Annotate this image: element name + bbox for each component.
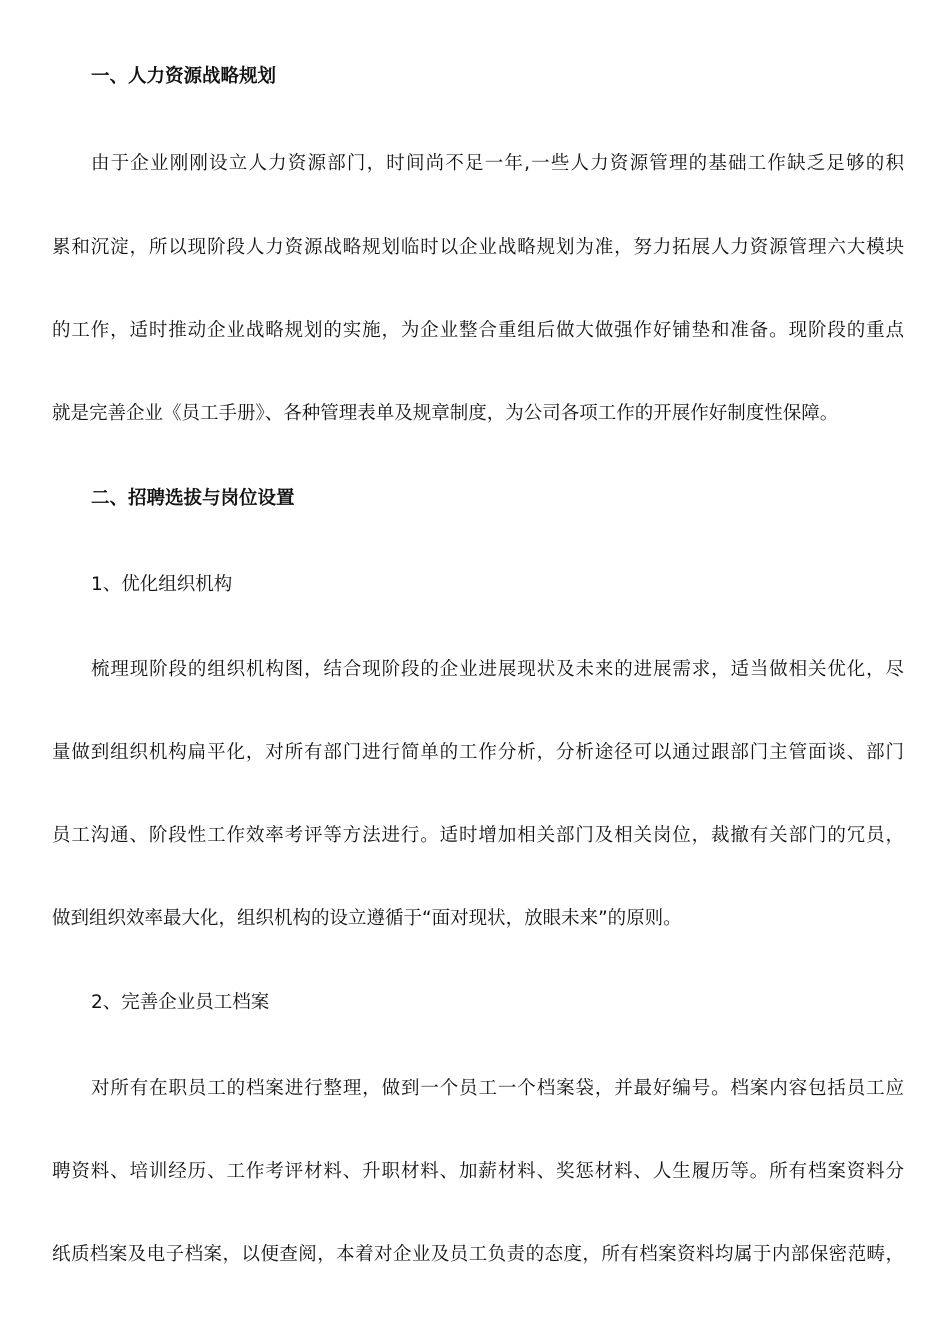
paragraph-line: 由于企业刚刚设立人力资源部门，时间尚不足一年,一些人力资源管理的基础工作缺乏足够的积 xyxy=(91,153,904,174)
paragraph-line: 员工沟通、阶段性工作效率考评等方法进行。适时增加相关部门及相关岗位，裁撤有关部门的冗员， xyxy=(52,825,904,846)
paragraph-line: 量做到组织机构扁平化，对所有部门进行简单的工作分析，分析途径可以通过跟部门主管面谈、部门 xyxy=(52,742,904,763)
subheading-org-structure: 1、优化组织机构 xyxy=(91,574,233,595)
section-heading-hr-strategy: 一、人力资源战略规划 xyxy=(91,66,277,87)
paragraph-line: 聘资料、培训经历、工作考评材料、升职材料、加薪材料、奖惩材料、人生履历等。所有档案资料分 xyxy=(52,1161,904,1182)
paragraph-line: 纸质档案及电子档案，以便查阅，本着对企业及员工负责的态度，所有档案资料均属于内部保密范畴， xyxy=(52,1244,904,1265)
paragraph-line: 梳理现阶段的组织机构图，结合现阶段的企业进展现状及未来的进展需求，适当做相关优化，尽 xyxy=(91,659,904,680)
subheading-employee-files: 2、完善企业员工档案 xyxy=(91,992,270,1013)
section-heading-recruitment: 二、招聘选拔与岗位设置 xyxy=(91,488,295,509)
paragraph-line: 就是完善企业《员工手册》、各种管理表单及规章制度，为公司各项工作的开展作好制度性保障。 xyxy=(52,403,839,424)
paragraph-line: 对所有在职员工的档案进行整理，做到一个员工一个档案袋，并最好编号。档案内容包括员工应 xyxy=(91,1078,904,1099)
paragraph-line: 做到组织效率最大化，组织机构的设立遵循于“面对现状，放眼未来”的原则。 xyxy=(52,908,682,929)
paragraph-line: 累和沉淀，所以现阶段人力资源战略规划临时以企业战略规划为准，努力拓展人力资源管理六大模块 xyxy=(52,237,904,258)
paragraph-line: 的工作，适时推动企业战略规划的实施，为企业整合重组后做大做强作好铺垫和准备。现阶段的重点 xyxy=(52,320,904,341)
